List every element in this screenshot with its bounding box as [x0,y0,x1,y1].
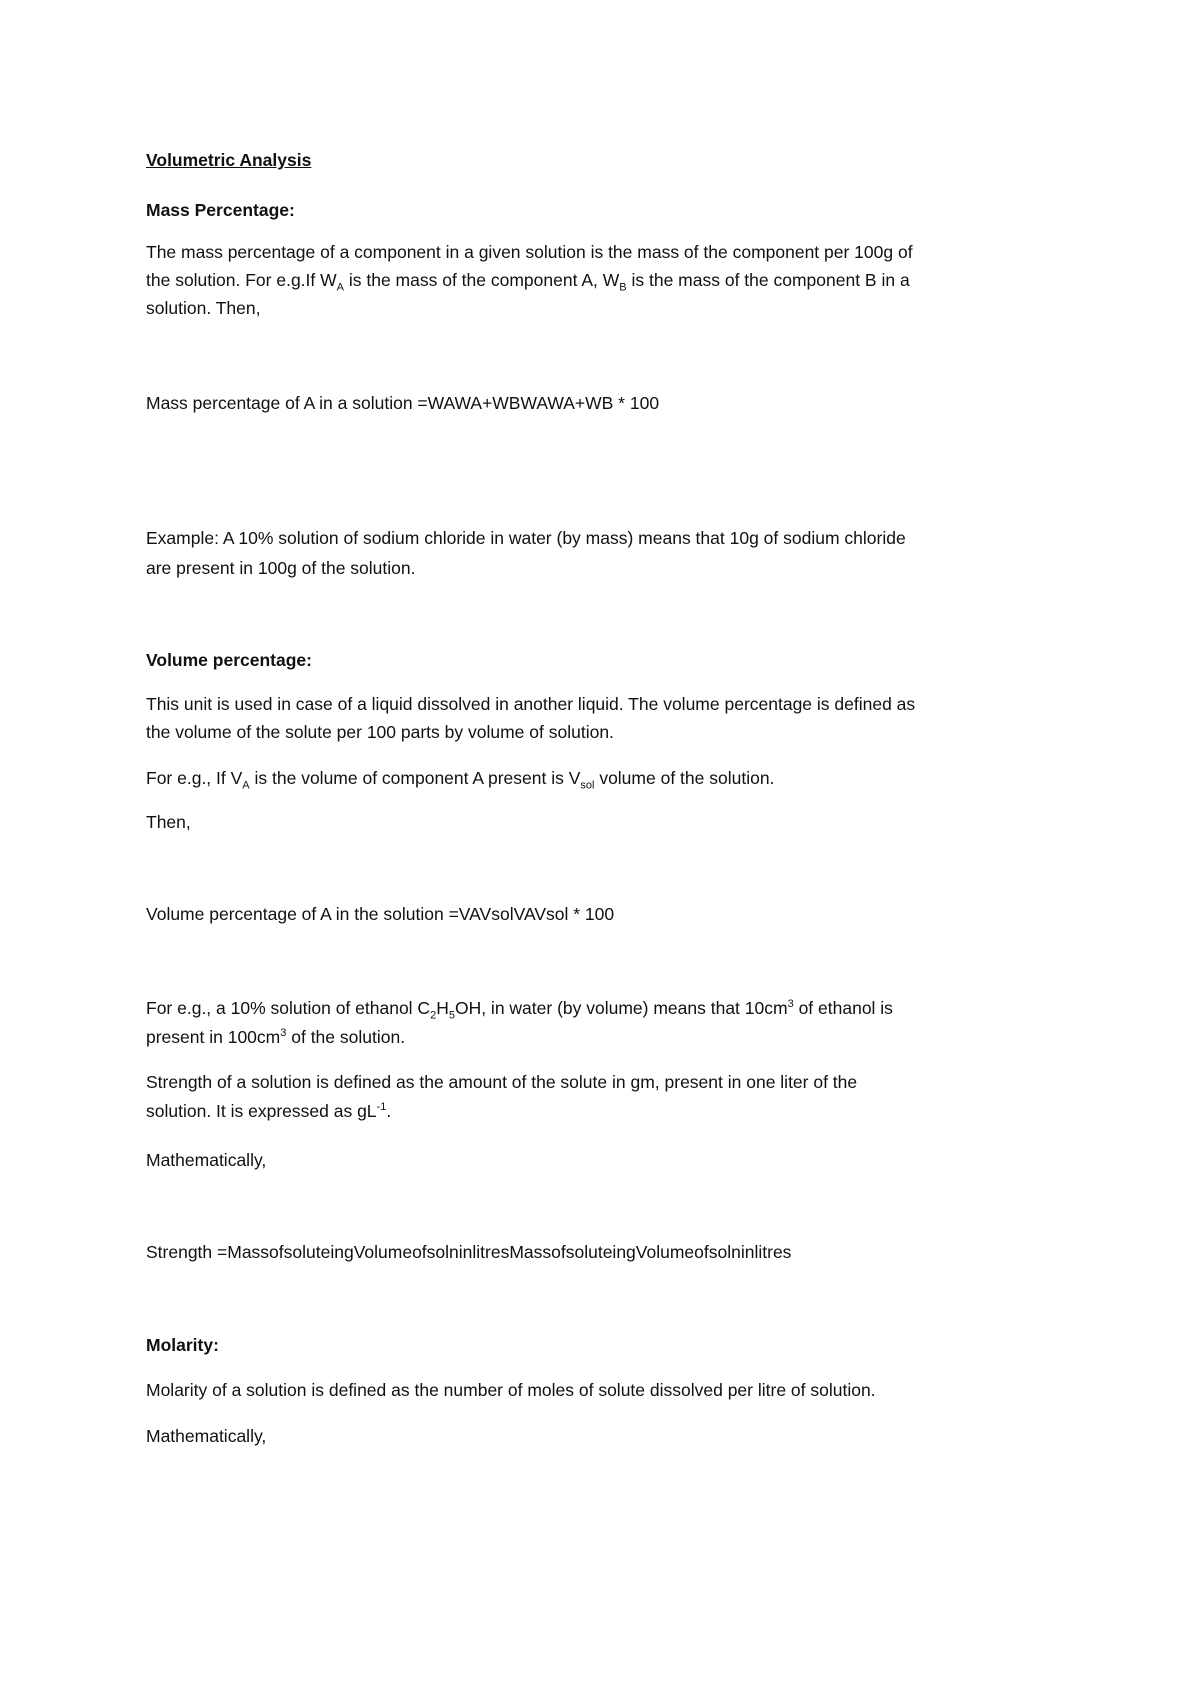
strength-line1: Strength of a solution is defined as the amount of the solute in gm, present in one liter of the [146,1072,858,1092]
mass-percentage-para-line1: The mass percentage of a component in a given solution is the mass of the component per 100g of [146,242,913,262]
text-run: . [386,1101,392,1121]
text-run: For e.g., If V [146,768,243,788]
volume-percentage-para-line1: This unit is used in case of a liquid dissolved in another liquid. The volume percentage is defined as [146,694,916,714]
superscript: 3 [787,998,794,1011]
subscript: 5 [448,1009,455,1022]
mass-percentage-para-line2 [146,266,1046,295]
molarity-heading: Molarity: [146,1335,219,1355]
subscript: 2 [430,1009,437,1022]
mass-percentage-para-line3: solution. Then, [146,298,261,318]
text-run: OH, in water (by volume) means that 10cm [454,998,788,1018]
mass-percentage-example-line2: are present in 100g of the solution. [146,558,416,578]
document-title: Volumetric Analysis [146,150,312,170]
mass-percentage-heading: Mass Percentage: [146,200,295,220]
mass-percentage-formula: Mass percentage of A in a solution =WAWA+WBWAWA+WB * 100 [146,393,660,413]
subscript: B [619,281,627,294]
superscript: -1 [376,1101,387,1114]
text-run: is the mass of the component A, W [343,270,620,290]
strength-mathematically: Mathematically, [146,1150,267,1170]
text-run: For e.g., a 10% solution of ethanol C [146,998,431,1018]
text-run: of the solution. [286,1027,406,1047]
volume-percentage-eg [146,764,1046,793]
text-run: H [436,998,449,1018]
volume-percentage-formula: Volume percentage of A in the solution =VAVsolVAVsol * 100 [146,904,615,924]
volume-percentage-para-line2: the volume of the solute per 100 parts by volume of solution. [146,722,614,742]
subscript: A [336,281,344,294]
text-run: volume of the solution. [594,768,775,788]
mass-percentage-example-line1: Example: A 10% solution of sodium chloride in water (by mass) means that 10g of sodium chloride [146,528,906,548]
volume-percentage-heading: Volume percentage: [146,650,312,670]
strength-line2 [146,1097,1046,1126]
volume-percentage-then: Then, [146,812,191,832]
text-run: is the mass of the component B in a [626,270,910,290]
volume-percentage-example-line2 [146,1023,1046,1052]
superscript: 3 [280,1027,287,1040]
subscript: A [242,779,250,792]
text-run: is the volume of component A present is V [249,768,581,788]
molarity-mathematically: Mathematically, [146,1426,267,1446]
volume-percentage-example-line1 [146,994,1046,1023]
text-run: present in 100cm [146,1027,281,1047]
subscript: sol [580,779,595,792]
text-run: of ethanol is [793,998,893,1018]
molarity-line1: Molarity of a solution is defined as the number of moles of solute dissolved per litre of solution. [146,1380,876,1400]
text-run: the solution. For e.g.If W [146,270,337,290]
strength-formula: Strength =MassofsoluteingVolumeofsolninlitresMassofsoluteingVolumeofsolninlitres [146,1242,792,1262]
text-run: solution. It is expressed as gL [146,1101,377,1121]
